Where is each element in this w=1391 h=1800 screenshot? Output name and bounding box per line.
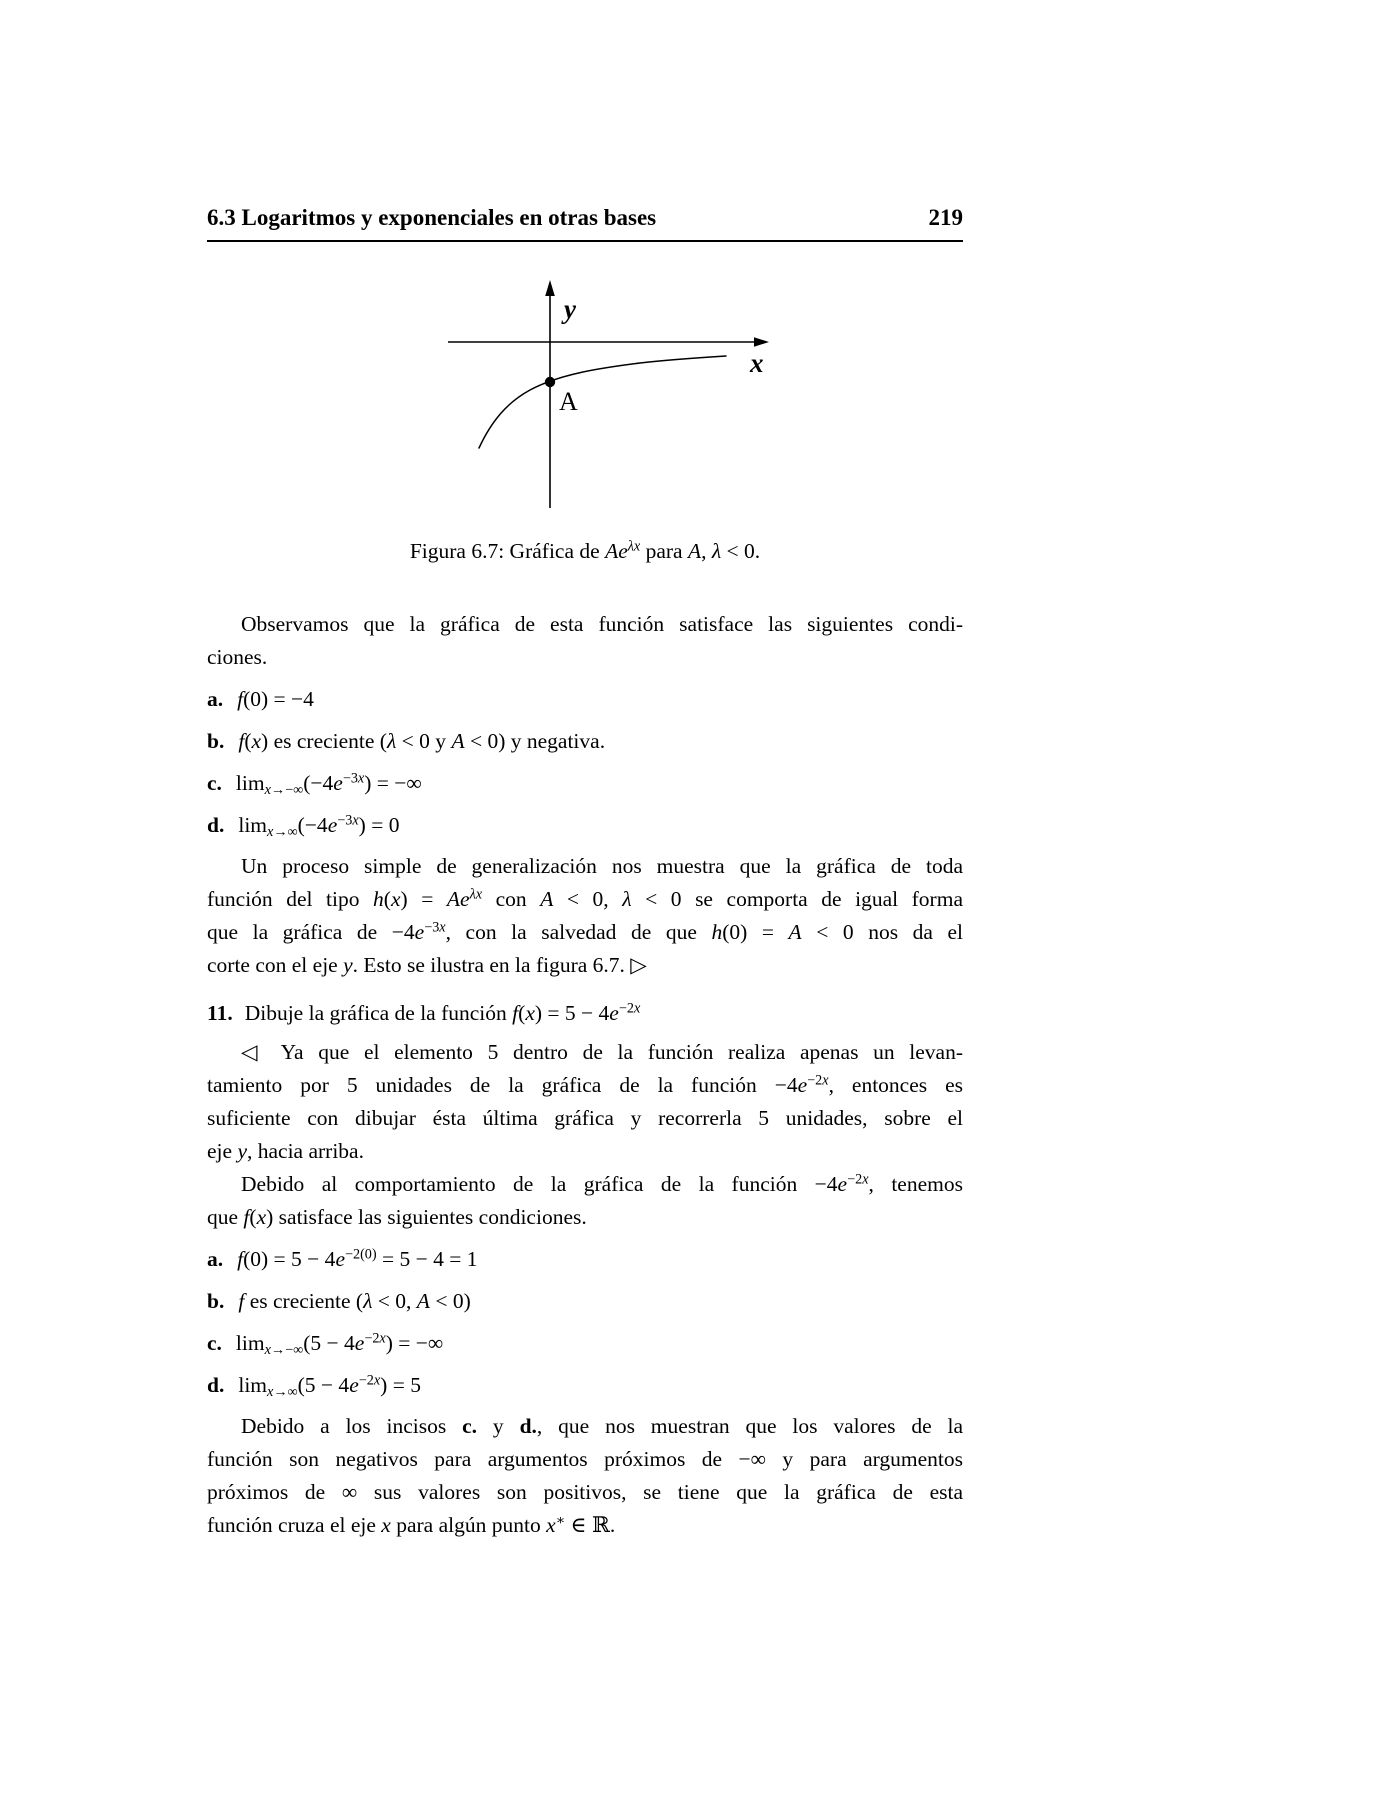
text-segment: suficiente con dibujar ésta última gráfica y recorrerla 5 unidades, sobre el xyxy=(207,1106,963,1130)
text-segment: < 0 nos da el xyxy=(801,920,963,944)
body-text xyxy=(207,608,963,1542)
text-line xyxy=(207,1069,963,1102)
list-item xyxy=(207,766,963,800)
text-segment: ) es creciente ( xyxy=(261,729,387,753)
text-segment: −3 xyxy=(337,812,353,829)
text-segment: ( xyxy=(383,887,391,911)
text-segment: f xyxy=(512,1001,519,1025)
text-segment: que xyxy=(207,1205,244,1229)
text-segment: A xyxy=(451,729,465,753)
text-segment: x xyxy=(264,1341,271,1358)
text-segment: x xyxy=(267,1383,274,1400)
text-segment: →−∞ xyxy=(270,1341,304,1358)
text-segment: λ xyxy=(386,729,397,753)
text-segment: f xyxy=(243,1205,250,1229)
text-segment: corte con el eje xyxy=(207,953,344,977)
text-segment: x xyxy=(256,1205,267,1229)
text-segment: con xyxy=(482,887,541,911)
text-segment: < 0, xyxy=(372,1289,417,1313)
text-segment: e xyxy=(354,1331,365,1355)
text-segment: función del tipo xyxy=(207,887,374,911)
paragraph-solucion-1 xyxy=(207,1036,963,1168)
text-segment: . Esto se ilustra en la figura 6.7. ▷ xyxy=(352,953,647,977)
text-segment: < 0 se comporta de igual forma xyxy=(631,887,963,911)
text-segment: h xyxy=(373,887,384,911)
text-line xyxy=(207,916,963,949)
text-line xyxy=(207,608,963,641)
text-segment: −3 xyxy=(424,919,440,936)
text-segment: e xyxy=(609,1001,619,1025)
text-segment: x xyxy=(251,729,262,753)
list-item xyxy=(207,724,963,758)
header-rule xyxy=(207,240,963,242)
text-segment: d. xyxy=(519,1414,537,1438)
text-segment: −2 xyxy=(358,1372,374,1389)
text-segment: , xyxy=(701,539,712,563)
text-segment: h xyxy=(711,920,723,944)
exponential-curve xyxy=(479,356,726,448)
item-label: b. xyxy=(207,1289,225,1313)
item-label: d. xyxy=(207,1373,225,1397)
text-segment: −3 xyxy=(342,770,358,787)
text-segment: ( xyxy=(518,1001,526,1025)
item-label: a. xyxy=(207,1247,224,1271)
item-label: a. xyxy=(207,687,224,711)
text-segment: (0) = −4 xyxy=(243,687,314,711)
text-segment: e xyxy=(333,771,343,795)
point-label: A xyxy=(559,387,578,416)
text-segment: para xyxy=(640,539,688,563)
text-segment: c. xyxy=(462,1414,478,1438)
text-segment: x xyxy=(267,823,274,840)
figure-6-7 xyxy=(440,250,800,530)
point-A-dot xyxy=(545,377,555,387)
text-segment: A xyxy=(788,920,802,944)
list-item xyxy=(207,1326,963,1360)
item-label: c. xyxy=(207,1331,222,1355)
text-segment: función cruza el eje xyxy=(207,1513,382,1537)
x-axis-arrow-icon xyxy=(754,337,769,347)
list-item xyxy=(207,1284,963,1318)
text-segment: , con la salvedad de que xyxy=(445,920,712,944)
text-segment: x xyxy=(546,1513,556,1537)
text-segment: λ xyxy=(363,1289,373,1313)
text-segment: (5 − 4 xyxy=(297,1373,350,1397)
text-segment: →∞ xyxy=(273,823,298,840)
paragraph-generalizacion xyxy=(207,850,963,982)
text-line xyxy=(207,1509,963,1542)
text-segment: e xyxy=(414,920,425,944)
text-segment: x xyxy=(862,1171,869,1188)
text-segment: ∗ xyxy=(555,1512,566,1529)
text-segment: λ xyxy=(711,539,722,563)
text-segment: (−4 xyxy=(297,813,328,837)
y-axis-label: y xyxy=(564,294,576,324)
text-segment: ) = 5 − 4 xyxy=(534,1001,610,1025)
text-segment: λx xyxy=(469,886,483,903)
text-segment: f xyxy=(237,687,244,711)
text-segment: lim xyxy=(235,1331,265,1355)
text-segment: x xyxy=(822,1072,829,1089)
text-segment: ) = 0 xyxy=(358,813,400,837)
text-segment: −2 xyxy=(364,1330,380,1347)
text-segment: (−4 xyxy=(303,771,334,795)
text-segment: e xyxy=(349,1373,359,1397)
text-segment: ) = xyxy=(400,887,447,911)
text-line xyxy=(207,1168,963,1201)
text-segment: lim xyxy=(235,771,265,795)
text-segment: tamiento por 5 unidades de la gráfica de la función −4 xyxy=(207,1073,798,1097)
list-item xyxy=(207,1368,963,1402)
text-segment: que la gráfica de −4 xyxy=(207,920,415,944)
text-segment: −2 xyxy=(618,1000,634,1017)
list-item xyxy=(207,1242,963,1276)
item-label: d. xyxy=(207,813,225,837)
text-line xyxy=(207,850,963,883)
text-segment: x xyxy=(357,770,365,787)
text-segment: Dibuje la gráfica de la función xyxy=(244,1001,513,1025)
text-segment: y xyxy=(343,953,353,977)
text-segment: , entonces es xyxy=(828,1073,964,1097)
text-segment: eje xyxy=(207,1139,238,1163)
text-segment: −2(0) xyxy=(344,1246,377,1263)
text-segment: ) = −∞ xyxy=(364,771,422,795)
text-segment: e xyxy=(335,1247,345,1271)
text-segment: Un proceso simple de generalización nos muestra que la gráfica de toda xyxy=(241,854,963,878)
text-segment: −2 xyxy=(807,1072,823,1089)
text-segment: lim xyxy=(238,813,268,837)
text-segment: es creciente ( xyxy=(244,1289,364,1313)
text-line xyxy=(207,1476,963,1509)
text-segment: para algún punto xyxy=(390,1513,547,1537)
text-segment: Debido al comportamiento de la gráfica de la función −4 xyxy=(241,1172,838,1196)
text-segment: x xyxy=(373,1372,381,1389)
text-segment: Observamos que la gráfica de esta función satisface las siguientes condi- xyxy=(241,612,963,636)
condition-list-1 xyxy=(207,682,963,842)
text-segment: e xyxy=(327,813,338,837)
text-segment: x xyxy=(379,1330,386,1347)
text-segment: Debido a los incisos xyxy=(241,1414,463,1438)
text-segment: ( xyxy=(244,729,252,753)
page-number: 219 xyxy=(928,205,963,230)
content-column xyxy=(207,0,963,1542)
y-axis-arrow-icon xyxy=(545,280,555,296)
x-axis-label: x xyxy=(750,348,764,378)
paragraph-observamos xyxy=(207,608,963,674)
paragraph-solucion-2 xyxy=(207,1168,963,1234)
text-line xyxy=(207,1410,963,1443)
exercise-statement xyxy=(245,1001,641,1025)
text-segment: x xyxy=(633,1000,641,1017)
exercise-11 xyxy=(207,996,963,1030)
text-segment: e xyxy=(837,1172,848,1196)
text-segment: = 5 − 4 = 1 xyxy=(376,1247,478,1271)
item-label: b. xyxy=(207,729,225,753)
text-line xyxy=(207,1443,963,1476)
text-segment: próximos de ∞ sus valores son positivos, se tiene que la gráfica de esta xyxy=(207,1480,963,1504)
text-segment: f xyxy=(238,729,245,753)
text-segment: e xyxy=(797,1073,808,1097)
text-segment: −2 xyxy=(847,1171,863,1188)
text-line xyxy=(207,1036,963,1069)
text-segment: λ xyxy=(622,887,632,911)
text-line xyxy=(207,949,963,982)
exercise-number: 11. xyxy=(207,1001,233,1025)
text-segment: < 0 y xyxy=(396,729,452,753)
text-segment: ◁ Ya que el elemento 5 dentro de la función realiza apenas un levan- xyxy=(241,1040,963,1064)
text-segment: x xyxy=(525,1001,535,1025)
condition-list-2 xyxy=(207,1242,963,1402)
text-line xyxy=(207,1201,963,1234)
paragraph-conclusion xyxy=(207,1410,963,1542)
text-segment: y xyxy=(237,1139,247,1163)
text-segment: A xyxy=(416,1289,430,1313)
running-header xyxy=(207,204,963,232)
text-segment: (0) = xyxy=(722,920,789,944)
text-segment: λx xyxy=(627,538,641,555)
text-segment: Ae xyxy=(605,539,628,563)
text-segment: ) = 5 xyxy=(380,1373,421,1397)
list-item xyxy=(207,808,963,842)
text-segment: y xyxy=(477,1414,520,1438)
text-segment: ) = −∞ xyxy=(385,1331,444,1355)
text-segment: (0) = 5 − 4 xyxy=(243,1247,336,1271)
text-segment: →−∞ xyxy=(270,781,304,798)
text-segment: , tenemos xyxy=(868,1172,963,1196)
text-segment: , que nos muestran que los valores de la xyxy=(536,1414,964,1438)
text-line xyxy=(207,1135,963,1168)
text-segment: (5 − 4 xyxy=(303,1331,355,1355)
text-segment: f xyxy=(238,1289,245,1313)
text-segment: x xyxy=(381,1513,391,1537)
text-segment: f xyxy=(237,1247,244,1271)
text-segment: < 0) xyxy=(429,1289,471,1313)
list-item xyxy=(207,682,963,716)
text-line xyxy=(207,1102,963,1135)
text-segment: x xyxy=(439,919,446,936)
text-segment: función son negativos para argumentos próximos de −∞ y para argumentos xyxy=(207,1447,963,1471)
text-segment: , hacia arriba. xyxy=(246,1139,364,1163)
section-heading: 6.3 Logaritmos y exponenciales en otras bases xyxy=(207,205,657,230)
text-segment: x xyxy=(352,812,359,829)
text-segment: ∈ ℝ. xyxy=(565,1513,616,1537)
text-segment: A xyxy=(687,539,702,563)
text-line xyxy=(207,883,963,916)
text-segment: x xyxy=(390,887,401,911)
graph-canvas xyxy=(440,250,800,530)
text-segment: Figura 6.7: Gráfica de xyxy=(409,539,606,563)
text-segment: A xyxy=(540,887,554,911)
text-segment: < 0, xyxy=(553,887,623,911)
text-segment: ( xyxy=(249,1205,257,1229)
text-segment: Ae xyxy=(446,887,470,911)
text-segment: →∞ xyxy=(273,1383,298,1400)
text-segment: ) satisface las siguientes condiciones. xyxy=(266,1205,587,1229)
figure-caption xyxy=(207,536,963,566)
text-segment: < 0. xyxy=(721,539,761,563)
item-label: c. xyxy=(207,771,222,795)
text-segment: ciones. xyxy=(207,645,268,669)
text-segment: x xyxy=(264,781,271,798)
text-segment: < 0) y negativa. xyxy=(464,729,606,753)
text-line xyxy=(207,641,963,674)
text-segment: lim xyxy=(238,1373,268,1397)
